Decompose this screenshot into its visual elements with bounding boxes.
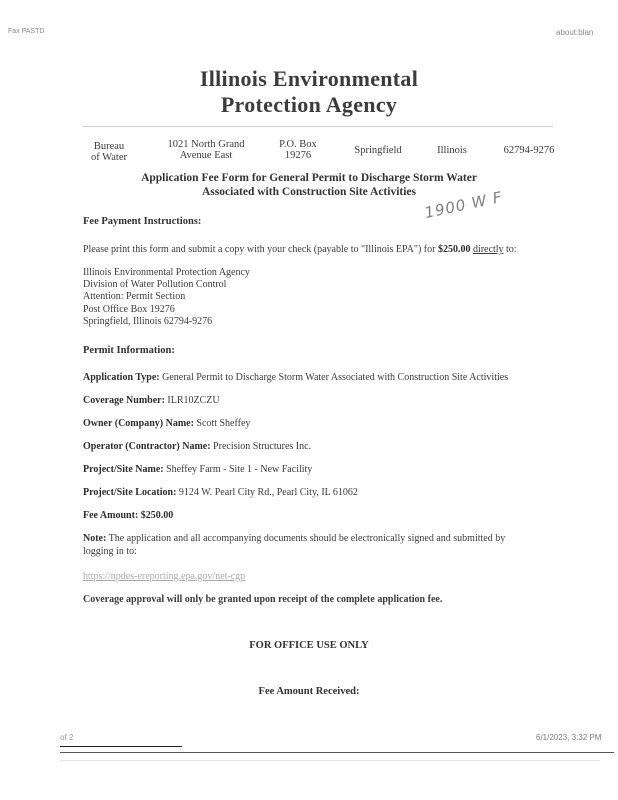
title-divider — [83, 126, 553, 127]
address-po-box: P.O. Box 19276 — [279, 139, 317, 161]
field-site-name: Project/Site Name: Sheffey Farm - Site 1 - New Facility — [83, 464, 313, 475]
mailing-address-line: Post Office Box 19276 — [83, 303, 175, 315]
payment-instruction: Please print this form and submit a copy with your check (payable to "Illinois EPA") for $250.00 directly to: — [83, 244, 517, 255]
footer-rule-short — [60, 746, 182, 747]
handwritten-note: 1900 W F — [422, 187, 505, 223]
address-city: Springfield — [354, 145, 402, 156]
page-number: of 2 — [60, 733, 74, 742]
ereporting-link[interactable]: https://npdes-ereporting.epa.gov/net-cgp — [83, 571, 246, 582]
footer-rule-long — [60, 752, 614, 753]
note-line2: logging in to: — [83, 546, 137, 557]
fee-received-label: Fee Amount Received: — [258, 686, 360, 697]
field-operator-name: Operator (Contractor) Name: Precision Structures Inc. — [83, 441, 312, 452]
address-zip: 62794-9276 — [503, 145, 555, 156]
address-street: 1021 North Grand Avenue East — [167, 139, 245, 161]
address-bureau: Bureau of Water — [91, 141, 127, 163]
note-line1: Note: The application and all accompanying documents should be electronically signed and submitted by — [83, 533, 506, 544]
form-subtitle-line1: Application Fee Form for General Permit to Discharge Storm Water — [141, 172, 477, 184]
field-application-type: Application Type: General Permit to Discharge Storm Water Associated with Construction Site Activities — [83, 372, 509, 383]
permit-info-heading: Permit Information: — [83, 345, 175, 356]
field-site-location: Project/Site Location: 9124 W. Pearl City Rd., Pearl City, IL 61062 — [83, 487, 358, 498]
top-right-url: about:blan — [556, 28, 594, 37]
mailing-address — [83, 267, 250, 328]
mailing-address-line: Illinois Environmental Protection Agency — [83, 267, 250, 278]
office-use-heading: FOR OFFICE USE ONLY — [249, 640, 369, 651]
fax-header-text: Fax PASTD — [8, 28, 45, 35]
fee-payment-heading: Fee Payment Instructions: — [83, 216, 202, 227]
address-state: Illinois — [437, 145, 467, 156]
approval-note: Coverage approval will only be granted upon receipt of the complete application fee. — [83, 594, 443, 605]
footer-rule-faint — [60, 760, 600, 761]
field-coverage-number: Coverage Number: ILR10ZCZU — [83, 395, 220, 406]
print-datetime: 6/1/2023, 3:32 PM — [536, 733, 602, 742]
mailing-address-line: Springfield, Illinois 62794-9276 — [83, 315, 213, 327]
mailing-address-line: Division of Water Pollution Control — [83, 279, 227, 291]
form-subtitle-line2: Associated with Construction Site Activities — [201, 186, 416, 198]
agency-title-line1: Illinois Environmental — [199, 66, 419, 91]
mailing-address-line: Attention: Permit Section — [83, 291, 186, 303]
field-fee-amount: Fee Amount: $250.00 — [83, 510, 174, 521]
field-owner-name: Owner (Company) Name: Scott Sheffey — [83, 418, 251, 429]
agency-title-line2: Protection Agency — [220, 92, 398, 117]
